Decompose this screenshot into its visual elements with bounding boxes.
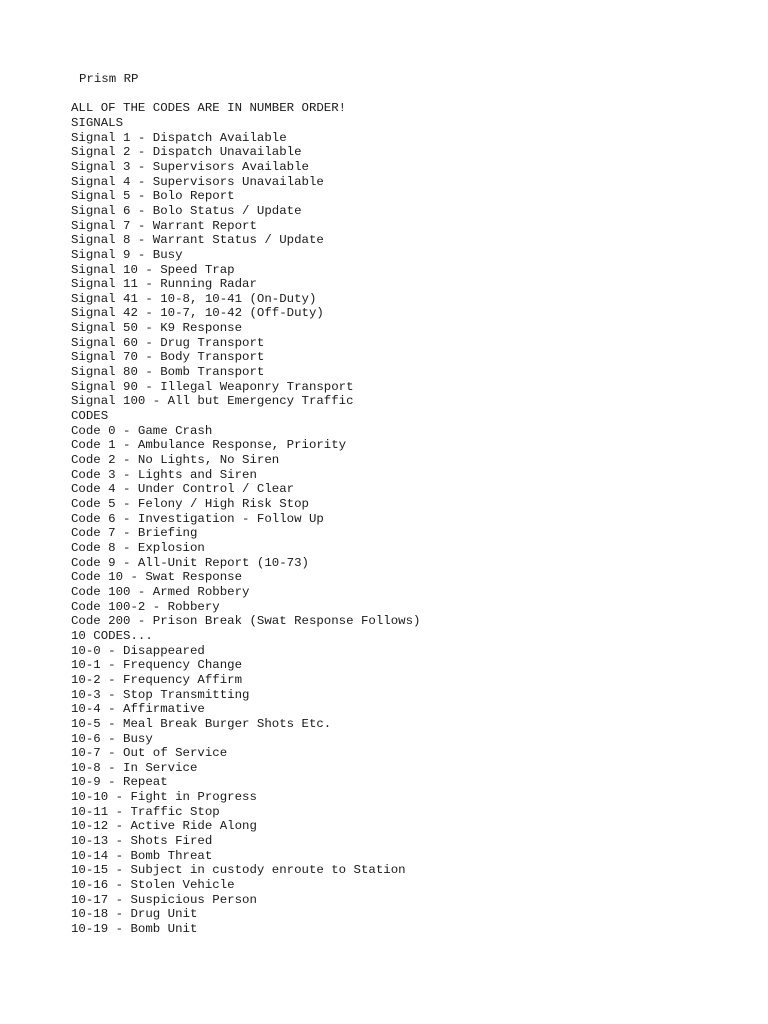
code-line: 10-12 - Active Ride Along xyxy=(71,819,257,834)
code-line: 10-2 - Frequency Affirm xyxy=(71,672,243,687)
code-line: Code 7 - Briefing xyxy=(71,526,198,541)
code-line: 10-0 - Disappeared xyxy=(71,643,205,658)
code-line: 10-3 - Stop Transmitting xyxy=(71,687,250,702)
code-line: 10-7 - Out of Service xyxy=(71,746,228,761)
code-line: Code 3 - Lights and Siren xyxy=(71,467,257,482)
code-line: Signal 10 - Speed Trap xyxy=(71,262,235,277)
code-line: 10-14 - Bomb Threat xyxy=(71,848,213,863)
code-line: 10-10 - Fight in Progress xyxy=(71,790,257,805)
code-line: Signal 41 - 10-8, 10-41 (On-Duty) xyxy=(71,291,317,306)
code-line: SIGNALS xyxy=(71,115,124,130)
document-title: Prism RP xyxy=(79,72,139,86)
code-line: Signal 2 - Dispatch Unavailable xyxy=(71,145,302,160)
document-body xyxy=(71,72,751,937)
code-line: 10-15 - Subject in custody enroute to Station xyxy=(71,863,406,878)
code-line: Code 2 - No Lights, No Siren xyxy=(71,453,280,468)
code-line: 10-6 - Busy xyxy=(71,731,153,746)
intro-line: ALL OF THE CODES ARE IN NUMBER ORDER! xyxy=(71,101,347,116)
code-line: Signal 50 - K9 Response xyxy=(71,321,243,336)
code-line: 10 CODES... xyxy=(71,628,153,643)
code-line: Signal 60 - Drug Transport xyxy=(71,335,265,350)
code-line: Code 10 - Swat Response xyxy=(71,570,243,585)
code-line: Signal 6 - Bolo Status / Update xyxy=(71,203,302,218)
code-line: Signal 90 - Illegal Weaponry Transport xyxy=(71,379,354,394)
code-line: 10-8 - In Service xyxy=(71,760,198,775)
code-line: Signal 100 - All but Emergency Traffic xyxy=(71,394,354,409)
code-line: Signal 80 - Bomb Transport xyxy=(71,365,265,380)
blank-line xyxy=(71,87,751,102)
code-line: Signal 9 - Busy xyxy=(71,247,183,262)
code-line: Code 9 - All-Unit Report (10-73) xyxy=(71,555,309,570)
code-line: Signal 8 - Warrant Status / Update xyxy=(71,233,324,248)
code-line: 10-9 - Repeat xyxy=(71,775,168,790)
code-line: 10-4 - Affirmative xyxy=(71,702,205,717)
code-line: Code 200 - Prison Break (Swat Response Follows) xyxy=(71,614,421,629)
code-line: Signal 4 - Supervisors Unavailable xyxy=(71,174,324,189)
code-line: 10-1 - Frequency Change xyxy=(71,658,243,673)
code-line: Code 6 - Investigation - Follow Up xyxy=(71,511,324,526)
code-line: 10-19 - Bomb Unit xyxy=(71,922,198,937)
code-line: 10-11 - Traffic Stop xyxy=(71,804,220,819)
code-line: 10-5 - Meal Break Burger Shots Etc. xyxy=(71,716,332,731)
code-line: Code 100 - Armed Robbery xyxy=(71,584,250,599)
code-line: Code 100-2 - Robbery xyxy=(71,599,220,614)
code-line: 10-16 - Stolen Vehicle xyxy=(71,878,235,893)
code-line: Code 1 - Ambulance Response, Priority xyxy=(71,438,347,453)
code-line: Code 4 - Under Control / Clear xyxy=(71,482,295,497)
code-line: Signal 3 - Supervisors Available xyxy=(71,159,309,174)
code-line: Signal 11 - Running Radar xyxy=(71,277,257,292)
code-line: Code 8 - Explosion xyxy=(71,540,205,555)
code-line: Code 0 - Game Crash xyxy=(71,423,213,438)
code-line: 10-13 - Shots Fired xyxy=(71,834,213,849)
code-line: Signal 70 - Body Transport xyxy=(71,350,265,365)
code-line: Signal 42 - 10-7, 10-42 (Off-Duty) xyxy=(71,306,324,321)
code-line: Signal 5 - Bolo Report xyxy=(71,189,235,204)
code-line: 10-17 - Suspicious Person xyxy=(71,892,257,907)
code-line: Signal 1 - Dispatch Available xyxy=(71,130,287,145)
code-line: Code 5 - Felony / High Risk Stop xyxy=(71,497,309,512)
code-line: 10-18 - Drug Unit xyxy=(71,907,198,922)
code-line: Signal 7 - Warrant Report xyxy=(71,218,257,233)
code-line: CODES xyxy=(71,409,109,424)
code-list xyxy=(71,116,751,937)
